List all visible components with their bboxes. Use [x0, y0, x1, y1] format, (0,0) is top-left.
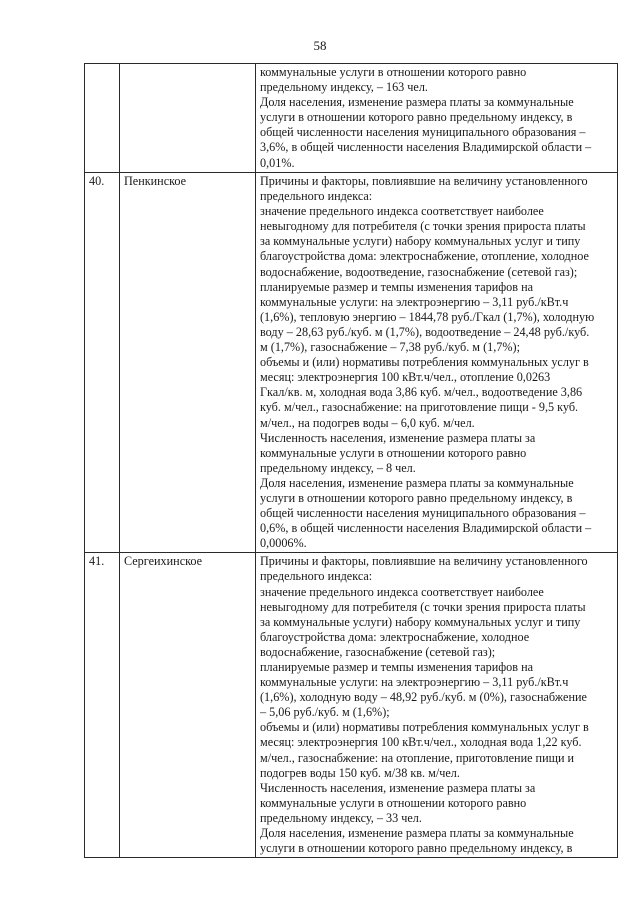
text-line: (1,6%), холодную воду – 48,92 руб./куб. м (0%), газоснабжение [260, 690, 587, 705]
text-line: Доля населения, изменение размера платы за коммунальные [260, 826, 574, 841]
municipality-name-cell: Пенкинское [120, 173, 256, 553]
text-line: коммунальные услуги в отношении которого равно [260, 795, 527, 810]
description-cell [256, 173, 618, 553]
municipal-data-table [84, 63, 618, 858]
row-number-cell: 41. [85, 553, 120, 858]
table-row [85, 553, 618, 858]
description-cell [256, 553, 618, 858]
text-line: (1,6%), тепловую энергию – 1844,78 руб./Гкал (1,7%), холодную [260, 309, 595, 324]
text-line: подогрев воды 150 куб. м/38 кв. м/чел. [260, 765, 460, 780]
row-number-cell: 40. [85, 173, 120, 553]
text-line: объемы и (или) нормативы потребления коммунальных услуг в [260, 355, 589, 370]
text-line: общей численности населения муниципального образования – [260, 125, 586, 140]
text-line: предельному индексу, – 8 чел. [260, 460, 416, 475]
row-number-cell [85, 64, 120, 173]
text-line: месяц: электроэнергия 100 кВт.ч/чел., холодная вода 1,22 куб. [260, 735, 582, 750]
text-line: невыгодному для потребителя (с точки зрения прироста платы [260, 599, 586, 614]
text-line: 0,0006%. [260, 536, 307, 551]
text-line: объемы и (или) нормативы потребления коммунальных услуг в [260, 720, 589, 735]
text-line: 0,6%, в общей численности населения Владимирской области – [260, 521, 592, 536]
text-line: Причины и факторы, повлиявшие на величину установленного [260, 554, 588, 569]
text-line: Численность населения, изменение размера платы за [260, 780, 536, 795]
text-line: м/чел., на подогрев воды – 6,0 куб. м/чел. [260, 415, 475, 430]
text-line: предельному индексу, – 33 чел. [260, 810, 422, 825]
text-line: значение предельного индекса соответствует наиболее [260, 584, 544, 599]
text-line: коммунальные услуги в отношении которого равно [260, 445, 527, 460]
text-line: предельного индекса: [260, 569, 373, 584]
text-line: коммунальные услуги: на электроэнергию – 3,11 руб./кВт.ч [260, 294, 569, 309]
text-line: водоснабжение, газоснабжение (сетевой газ); [260, 644, 496, 659]
text-line: планируемые размер и темпы изменения тарифов на [260, 660, 534, 674]
text-line: планируемые размер и темпы изменения тарифов на [260, 279, 534, 294]
text-line: за коммунальные услуги) набору коммунальных услуг и типу [260, 614, 581, 629]
municipality-name-cell [120, 64, 256, 173]
text-line: Причины и факторы, повлиявшие на величину установленного [260, 174, 588, 188]
text-line: предельного индекса: [260, 189, 373, 204]
text-line: Гкал/кв. м, холодная вода 3,86 куб. м/чел., водоотведение 3,86 [260, 385, 583, 400]
text-line: услуги в отношении которого равно предельному индексу, в [260, 841, 573, 856]
text-line: общей численности населения муниципального образования – [260, 506, 586, 521]
text-line: м/чел., газоснабжение: на отопление, приготовление пищи и [260, 750, 575, 765]
text-line: значение предельного индекса соответствует наиболее [260, 204, 544, 219]
text-line: – 5,06 руб./куб. м (1,6%); [260, 705, 390, 720]
text-line: куб. м/чел., газоснабжение: на приготовление пищи - 9,5 куб. [260, 400, 579, 415]
page-number: 58 [313, 38, 327, 53]
text-line: Доля населения, изменение размера платы за коммунальные [260, 475, 574, 490]
text-line: за коммунальные услуги) набору коммунальных услуг и типу [260, 234, 581, 249]
text-line: предельному индексу, – 163 чел. [260, 80, 428, 95]
table-row [85, 173, 618, 553]
text-line: воду – 28,63 руб./куб. м (1,7%), водоотведение – 24,48 руб./куб. [260, 324, 590, 339]
text-line: коммунальные услуги в отношении которого равно [260, 65, 527, 79]
text-line: водоснабжение, водоотведение, газоснабжение (сетевой газ); [260, 264, 578, 279]
description-cell [256, 64, 618, 173]
text-line: благоустройства дома: электроснабжение, отопление, холодное [260, 249, 589, 264]
text-line: 3,6%, в общей численности населения Владимирской области – [260, 140, 592, 155]
text-line: 0,01%. [260, 155, 295, 170]
text-line: благоустройства дома: электроснабжение, холодное [260, 629, 530, 644]
table-row [85, 64, 618, 173]
text-line: месяц: электроэнергия 100 кВт.ч/чел., отопление 0,0263 [260, 370, 551, 385]
text-line: невыгодному для потребителя (с точки зрения прироста платы [260, 219, 586, 234]
text-line: Численность населения, изменение размера платы за [260, 430, 536, 445]
municipality-name-cell: Сергеихинское [120, 553, 256, 858]
text-line: коммунальные услуги: на электроэнергию – 3,11 руб./кВт.ч [260, 675, 569, 690]
text-line: м (1,7%), газоснабжение – 7,38 руб./куб. м (1,7%); [260, 340, 520, 355]
text-line: услуги в отношении которого равно предельному индексу, в [260, 490, 573, 505]
text-line: услуги в отношении которого равно предельному индексу, в [260, 110, 573, 125]
text-line: Доля населения, изменение размера платы за коммунальные [260, 95, 574, 110]
